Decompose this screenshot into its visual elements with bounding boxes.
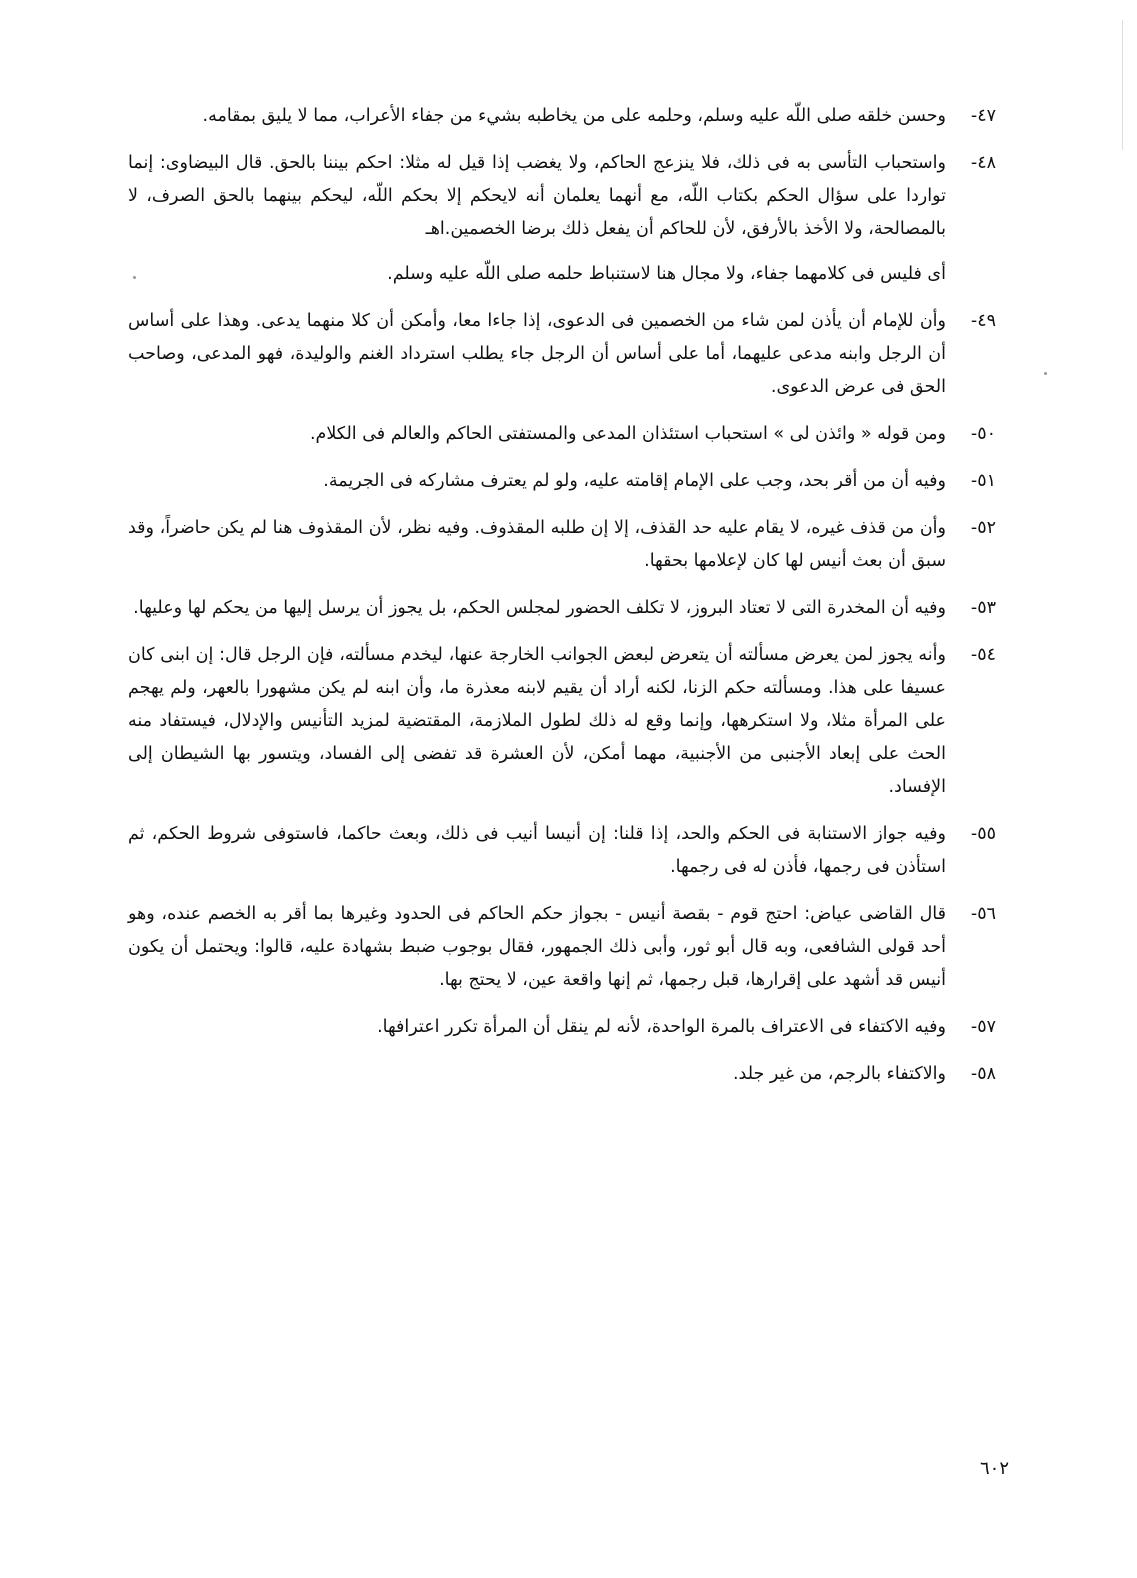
list-item-56 bbox=[128, 898, 996, 997]
note-48: أى فليس فى كلامهما جفاء، ولا مجال هنا لاستنباط حلمه صلى اللّه عليه وسلم. bbox=[387, 264, 946, 284]
item-text: وفيه أن من أقر بحد، وجب على الإمام إقامته عليه، ولو لم يعترف مشاركه فى الجريمة. bbox=[323, 471, 946, 491]
list-item-54 bbox=[128, 639, 996, 804]
item-text: واستحباب التأسى به فى ذلك، فلا ينزعج الحاكم، ولا يغضب إذا قيل له مثلا: احكم بيننا بالحق. قال البيضاوى: إنما تواردا على سؤال الحكم بكتاب اللّه، مع أنهما يعلمان أنه لايحكم إلا بحكم اللّه، ليحكم بينهما بالحق الصرف، لا بالمصالحة، ولا الأخذ بالأرفق، لأن للحاكم أن يفعل ذلك برضا الخصمين.اهـ bbox=[128, 153, 946, 239]
scan-speck bbox=[1044, 372, 1047, 375]
item-text: والاكتفاء بالرجم، من غير جلد. bbox=[732, 1064, 946, 1084]
item-number: ٥٠- bbox=[970, 424, 996, 444]
scan-edge bbox=[1122, 20, 1123, 150]
list-item-53 bbox=[128, 592, 996, 625]
list-item-55 bbox=[128, 818, 996, 884]
list-item-57 bbox=[128, 1011, 996, 1044]
item-number: ٥٦- bbox=[970, 904, 996, 924]
item-text: ومن قوله « وائذن لى » استحباب استئذان المدعى والمستفتى الحاكم والعالم فى الكلام. bbox=[309, 424, 946, 444]
item-text: وفيه جواز الاستنابة فى الحكم والحد، إذا قلنا: إن أنيسا أنيب فى ذلك، وبعث حاكما، فاستوفى شروط الحكم، ثم استأذن فى رجمها، فأذن له فى رجمها. bbox=[128, 824, 946, 877]
list-item-50 bbox=[128, 418, 996, 451]
item-text: وأن من قذف غيره، لا يقام عليه حد القذف، إلا إن طلبه المقذوف. وفيه نظر، لأن المقذوف هنا لم يكن حاضراً، وقد سبق أن بعث أنيس لها كان لإعلامها بحقها. bbox=[128, 518, 946, 571]
document-body bbox=[128, 100, 996, 1105]
item-number: ٥٨- bbox=[970, 1064, 996, 1084]
item-number: ٥٣- bbox=[970, 598, 996, 618]
item-number: ٤٨- bbox=[970, 153, 996, 173]
item-text: قال القاضى عياض: احتج قوم - بقصة أنيس - بجواز حكم الحاكم فى الحدود وغيرها بما أقر به الخصم عنده، وهو أحد قولى الشافعى، وبه قال أبو ثور، وأبى ذلك الجمهور، فقال بوجوب ضبط بشهادة عليه، قالوا: ويحتمل أن يكون أنيس قد أشهد على إقرارها، قبل رجمها، ثم إنها واقعة عين، لا يحتج بها. bbox=[128, 904, 946, 990]
item-number: ٤٩- bbox=[970, 311, 996, 331]
list-item-48 bbox=[128, 147, 996, 246]
item-text: وفيه أن المخدرة التى لا تعتاد البروز، لا تكلف الحضور لمجلس الحكم، بل يجوز أن يرسل إليها من يحكم لها وعليها. bbox=[133, 598, 946, 618]
item-text: وأنه يجوز لمن يعرض مسألته أن يتعرض لبعض الجوانب الخارجة عنها، ليخدم مسألته، فإن الرجل قال: إن ابنى كان عسيفا على هذا. ومسألته حكم الزنا، لكنه أراد أن يقيم لابنه معذرة ما، وأن ابنه لم يكن مشهورا بالعهر، ولم يهجم على المرأة مثلا، ولا استكرهها، وإنما وقع له ذلك لطول الملازمة، المقتضية لمزيد التأنيس والإدلال، فيستفاد منه الحث على إبعاد الأجنبى من الأجنبية، مهما أمكن، لأن العشرة قد تفضى إلى الفساد، ويتسور بها الشيطان إلى الإفساد. bbox=[128, 645, 946, 797]
item-text: وفيه الاكتفاء فى الاعتراف بالمرة الواحدة، لأنه لم ينقل أن المرأة تكرر اعترافها. bbox=[377, 1017, 946, 1037]
item-text: وأن للإمام أن يأذن لمن شاء من الخصمين فى الدعوى، إذا جاءا معا، وأمكن أن كلا منهما يدعى. وهذا على أساس أن الرجل وابنه مدعى عليهما، أما على أساس أن الرجل جاء يطلب استرداد الغنم والوليدة، فهو المدعى، وصاحب الحق فى عرض الدعوى. bbox=[128, 311, 946, 397]
item-number: ٤٧- bbox=[970, 106, 996, 126]
item-number: ٥١- bbox=[970, 471, 996, 491]
list-item-51 bbox=[128, 465, 996, 498]
page-number: ٦٠٢ bbox=[979, 1458, 1009, 1479]
list-item-49 bbox=[128, 305, 996, 404]
list-item-58 bbox=[128, 1058, 996, 1091]
item-number: ٥٧- bbox=[970, 1017, 996, 1037]
list-item-52 bbox=[128, 512, 996, 578]
item-number: ٥٤- bbox=[970, 645, 996, 665]
item-number: ٥٢- bbox=[970, 518, 996, 538]
list-item-47 bbox=[128, 100, 996, 133]
item-text: وحسن خلقه صلى اللّه عليه وسلم، وحلمه على من يخاطبه بشيء من جفاء الأعراب، مما لا يليق بمقامه. bbox=[202, 106, 946, 126]
item-number: ٥٥- bbox=[970, 824, 996, 844]
